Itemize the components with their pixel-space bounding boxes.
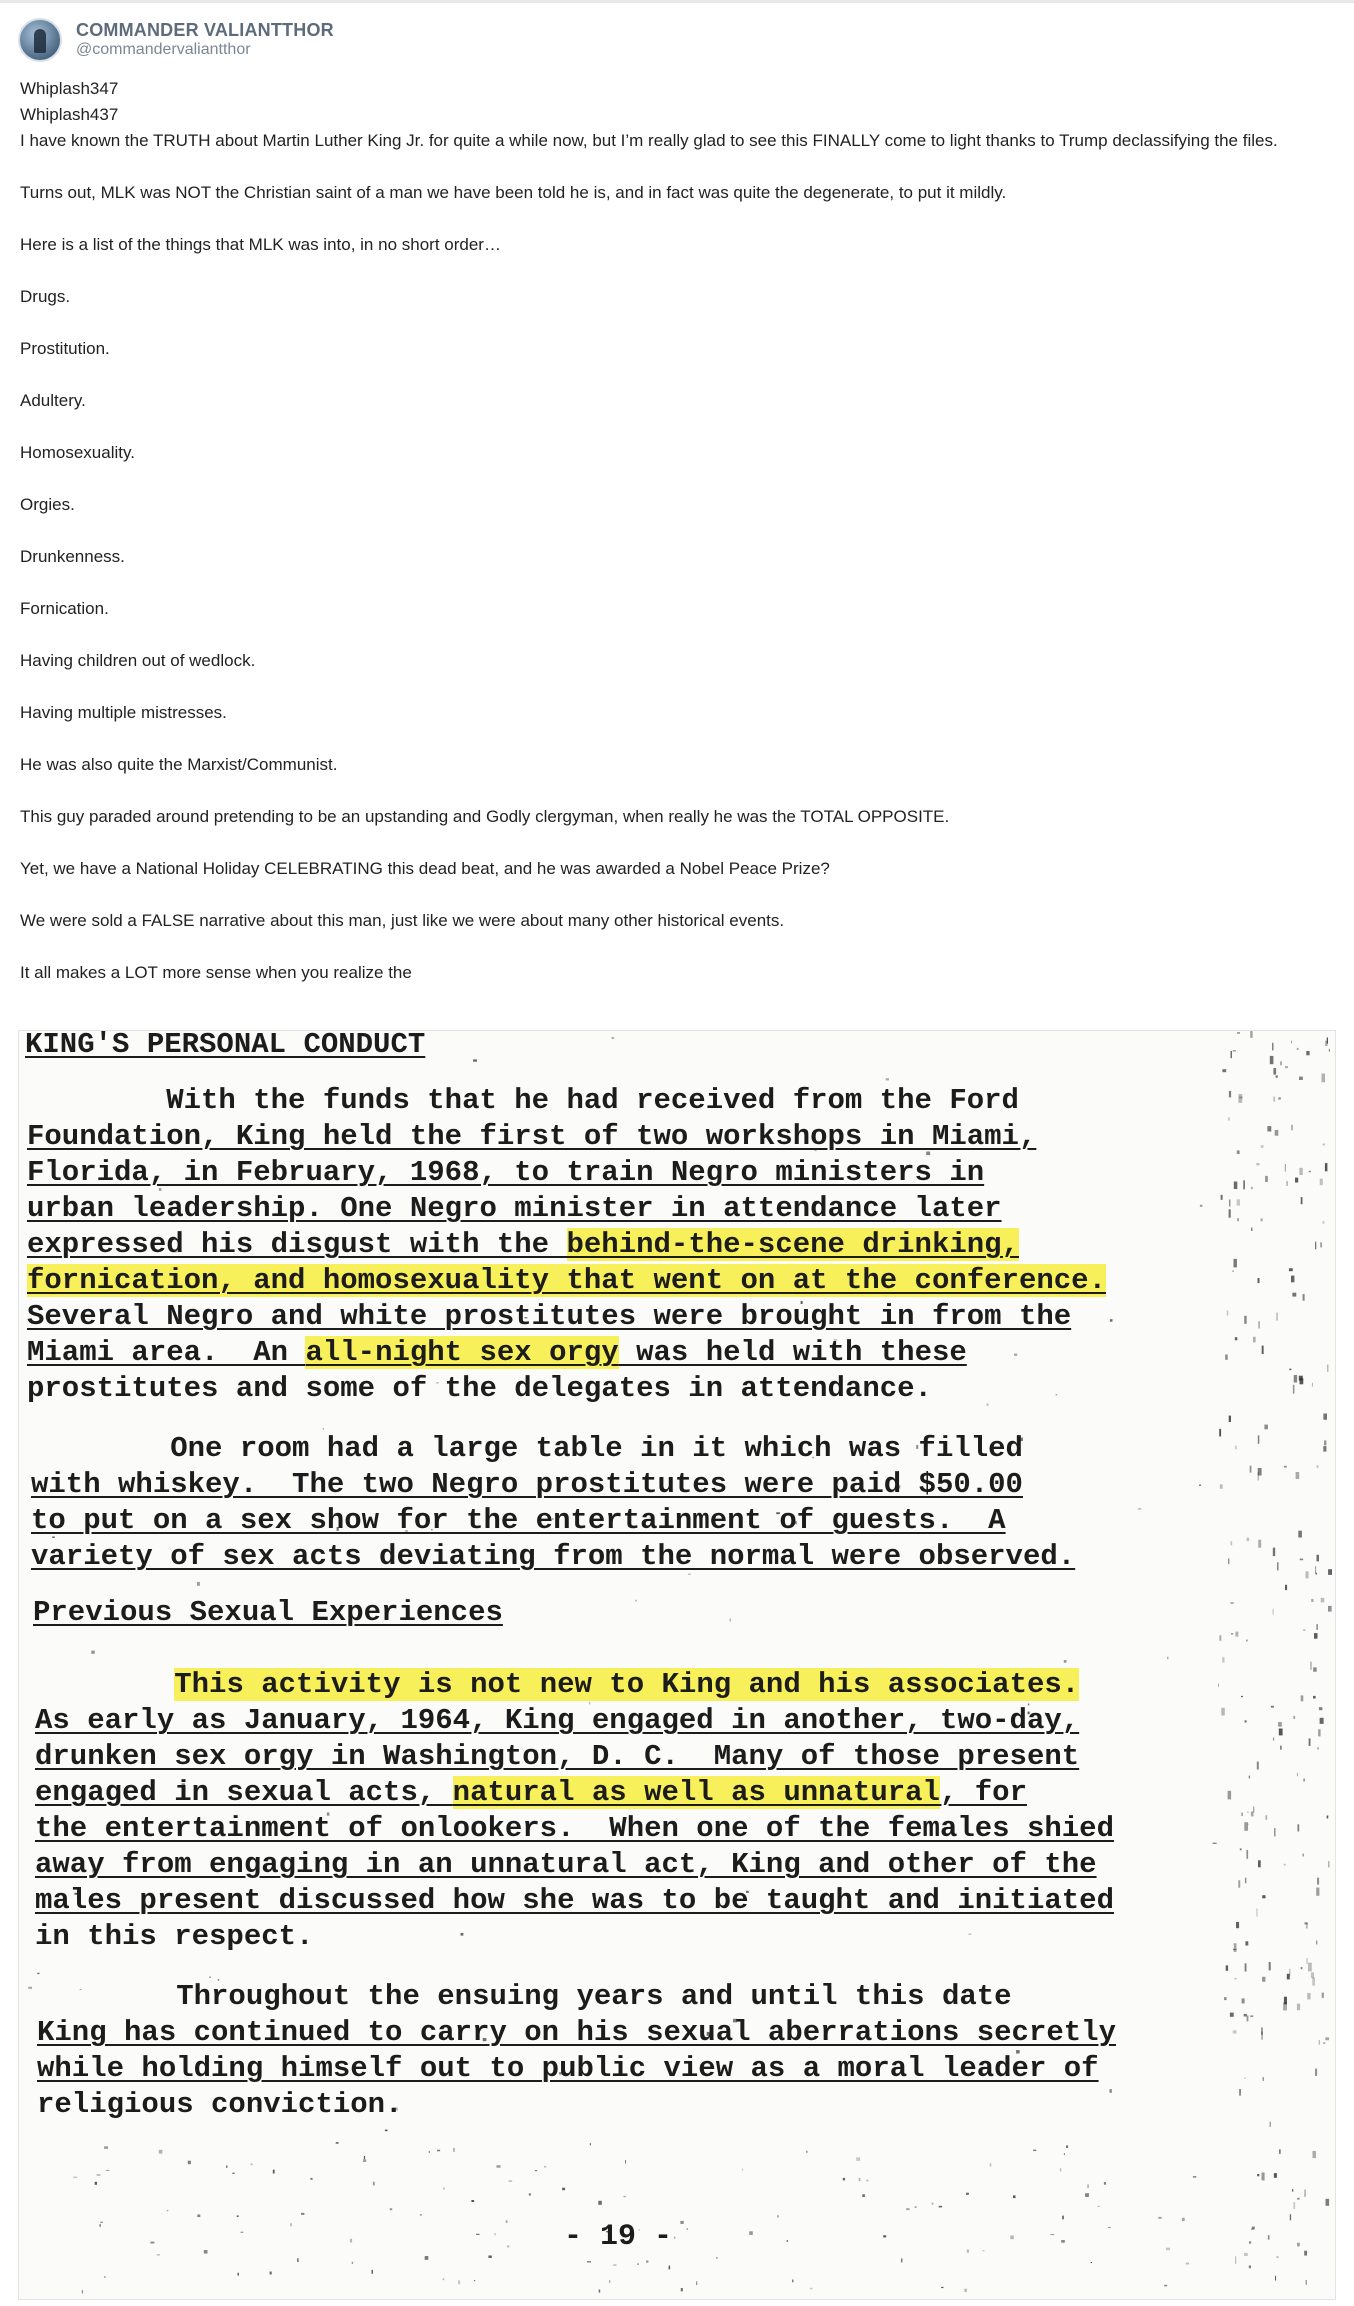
document-line: [35, 1775, 1027, 1811]
highlighted-text: This activity is not new to King and his associates.: [174, 1668, 1080, 1701]
post-paragraph: Orgies.: [20, 495, 75, 514]
document-text-run: One room had a large table in it which was filled: [31, 1432, 1023, 1465]
post-paragraph: Fornication.: [20, 599, 109, 618]
post-paragraph: Adultery.: [20, 391, 86, 410]
document-subheading: Previous Sexual Experiences: [33, 1596, 503, 1629]
document-line: [27, 1083, 1019, 1119]
post-paragraph: This guy paraded around pretending to be an upstanding and Godly clergyman, when really he was the TOTAL OPPOSITE.: [20, 807, 950, 826]
document-text-run: [35, 1668, 174, 1701]
post-paragraph: Prostitution.: [20, 339, 110, 358]
post-paragraph: Having multiple mistresses.: [20, 703, 227, 722]
paragraph-spacer: [20, 726, 1320, 752]
post-paragraph: Whiplash437: [20, 105, 119, 124]
document-line: [27, 1119, 1036, 1155]
paragraph-spacer: [20, 206, 1320, 232]
post-paragraph: Drugs.: [20, 287, 71, 306]
document-text-run: expressed his disgust with the: [27, 1228, 567, 1261]
document-text-run: was held with these: [618, 1336, 967, 1369]
paragraph-spacer: [20, 882, 1320, 908]
author-handle[interactable]: @commandervaliantthor: [76, 41, 251, 59]
document-text-run: Foundation, King held the first of two workshops in Miami,: [27, 1120, 1037, 1153]
paragraph-spacer: [20, 570, 1320, 596]
document-line: [27, 1155, 984, 1191]
paragraph-spacer: [20, 362, 1320, 388]
post-paragraph: Having children out of wedlock.: [20, 651, 256, 670]
post-paragraph: Whiplash347: [20, 79, 119, 98]
document-text-run: prostitutes and some of the delegates in attendance.: [27, 1372, 932, 1405]
document-line: [27, 1299, 1071, 1335]
top-divider: [0, 0, 1354, 3]
document-line: [31, 1539, 1075, 1575]
highlighted-text: behind-the-scene drinking,: [566, 1228, 1019, 1261]
document-line: [37, 2051, 1099, 2087]
document-line: [35, 1919, 313, 1955]
paragraph-spacer: [20, 414, 1320, 440]
document-text-run: King has continued to carry on his sexual aberrations secretly: [37, 2016, 1116, 2049]
document-text: [19, 1031, 1336, 2300]
post-paragraph: He was also quite the Marxist/Communist.: [20, 755, 338, 774]
post-header: [18, 18, 334, 62]
post-paragraph: I have known the TRUTH about Martin Luther King Jr. for quite a while now, but I’m really glad to see this FINALLY come to light thanks to Trump declassifying the files.: [20, 131, 1278, 150]
document-text-run: males present discussed how she was to be taught and initiated: [35, 1884, 1114, 1917]
document-line: [27, 1335, 967, 1371]
document-text-run: Florida, in February, 1968, to train Negro ministers in: [27, 1156, 985, 1189]
document-text-run: urban leadership. One Negro minister in attendance later: [27, 1192, 1002, 1225]
document-line: [35, 1703, 1079, 1739]
document-text-run: With the funds that he had received from the Ford: [27, 1084, 1019, 1117]
post-paragraph: Homosexuality.: [20, 443, 135, 462]
document-line: [27, 1263, 1106, 1299]
document-heading: KING'S PERSONAL CONDUCT: [25, 1030, 426, 1061]
document-line: [37, 2015, 1116, 2051]
highlighted-text: all-night sex orgy: [305, 1336, 619, 1369]
document-line: [31, 1431, 1023, 1467]
paragraph-spacer: [20, 778, 1320, 804]
document-text-run: religious conviction.: [37, 2088, 403, 2121]
document-line: [31, 1503, 1006, 1539]
document-line: [27, 1191, 1002, 1227]
document-text-run: Several Negro and white prostitutes were brought in from the: [27, 1300, 1072, 1333]
post-paragraph: It all makes a LOT more sense when you realize the: [20, 963, 412, 982]
document-line: [37, 2087, 402, 2123]
document-line: [31, 1467, 1023, 1503]
post-paragraph: Turns out, MLK was NOT the Christian saint of a man we have been told he is, and in fact was quite the degenerate, to put it mildly.: [20, 183, 1007, 202]
document-text-run: Miami area. An: [27, 1336, 306, 1369]
document-text-run: with whiskey. The two Negro prostitutes were paid $50.00: [31, 1468, 1023, 1501]
document-image[interactable]: [18, 1030, 1336, 2300]
author-info: [76, 21, 334, 59]
document-text-run: variety of sex acts deviating from the normal were observed.: [31, 1540, 1076, 1573]
post-paragraph: We were sold a FALSE narrative about this man, just like we were about many other historical events.: [20, 911, 785, 930]
paragraph-spacer: [20, 830, 1320, 856]
paragraph-spacer: [20, 154, 1320, 180]
document-text-run: Throughout the ensuing years and until this date: [37, 1980, 1012, 2013]
page-number: - 19 -: [564, 2220, 673, 2254]
highlighted-text: natural as well as unnatural: [452, 1776, 940, 1809]
avatar-figure: [34, 29, 46, 53]
document-text-run: to put on a sex show for the entertainment of guests. A: [31, 1504, 1006, 1537]
paragraph-spacer: [20, 466, 1320, 492]
document-text-run: engaged in sexual acts,: [35, 1776, 453, 1809]
user-avatar-icon[interactable]: [18, 18, 62, 62]
post-paragraph: Here is a list of the things that MLK was into, in no short order…: [20, 235, 501, 254]
document-line: [35, 1667, 1079, 1703]
paragraph-spacer: [20, 934, 1320, 960]
post-paragraph: Drunkenness.: [20, 547, 125, 566]
document-line: [27, 1227, 1019, 1263]
document-line: [35, 1739, 1079, 1775]
post-body: [20, 76, 1320, 986]
document-line: [37, 1979, 1012, 2015]
paragraph-spacer: [20, 310, 1320, 336]
document-text-run: while holding himself out to public view as a moral leader of: [37, 2052, 1099, 2085]
paragraph-spacer: [20, 674, 1320, 700]
document-line: [35, 1847, 1097, 1883]
highlighted-text: fornication, and homosexuality that went on at the conference.: [27, 1264, 1106, 1297]
document-text-run: in this respect.: [35, 1920, 314, 1953]
author-name[interactable]: COMMANDER VALIANTTHOR: [76, 20, 334, 41]
document-line: [35, 1811, 1114, 1847]
post-paragraph: Yet, we have a National Holiday CELEBRATING this dead beat, and he was awarded a Nobel Peace Prize?: [20, 859, 830, 878]
document-line: [27, 1371, 932, 1407]
paragraph-spacer: [20, 622, 1320, 648]
document-text-run: , for: [939, 1776, 1027, 1809]
document-text-run: away from engaging in an unnatural act, King and other of the: [35, 1848, 1097, 1881]
document-text-run: As early as January, 1964, King engaged in another, two-day,: [35, 1704, 1080, 1737]
document-text-run: drunken sex orgy in Washington, D. C. Many of those present: [35, 1740, 1080, 1773]
document-line: [35, 1883, 1114, 1919]
document-text-run: the entertainment of onlookers. When one of the females shied: [35, 1812, 1114, 1845]
paragraph-spacer: [20, 258, 1320, 284]
paragraph-spacer: [20, 518, 1320, 544]
